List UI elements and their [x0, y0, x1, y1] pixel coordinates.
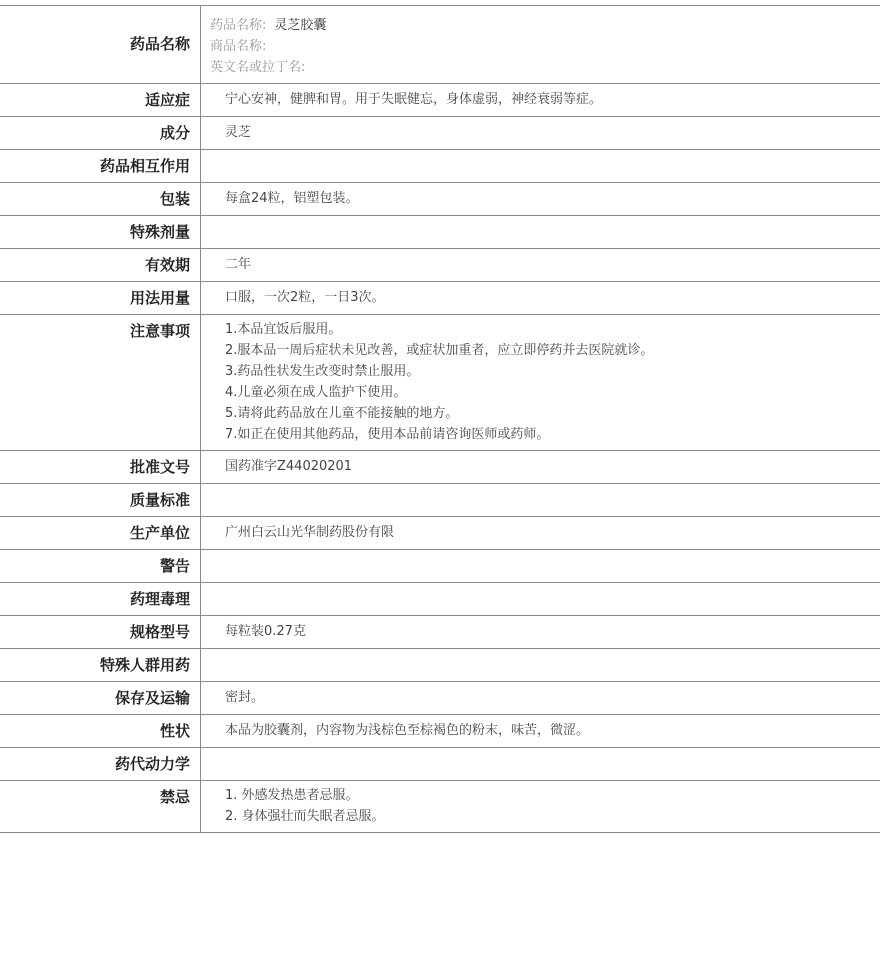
row-label: 包装: [0, 183, 201, 215]
row-value: [201, 484, 880, 516]
row-value: [201, 150, 880, 182]
list-item: 3.药品性状发生改变时禁止服用。: [225, 364, 420, 379]
spec-row-pharmacokinetics: [0, 748, 880, 781]
latin-name-key: 英文名或拉丁名:: [210, 60, 306, 75]
spec-row-warning: [0, 550, 880, 583]
row-value: 每盒24粒，铝塑包装。: [225, 191, 359, 206]
row-value: [201, 583, 880, 615]
spec-row-precautions: [0, 315, 880, 451]
spec-row-pharmacology: [0, 583, 880, 616]
row-value: 灵芝: [225, 125, 252, 140]
latin-name-line: [210, 57, 880, 78]
list-item: 4.儿童必须在成人监护下使用。: [225, 385, 407, 400]
row-value: 口服，一次2粒，一日3次。: [225, 290, 385, 305]
spec-row-ingredients: [0, 117, 880, 150]
contraindications-label: 禁忌: [0, 781, 201, 832]
drug-name-values: [201, 6, 880, 83]
spec-row-appearance: [0, 715, 880, 748]
spec-row-dosage: [0, 282, 880, 315]
row-value: 每粒装0.27克: [225, 624, 306, 639]
row-label: 特殊剂量: [0, 216, 201, 248]
list-item: 1. 外感发热患者忌服。: [225, 788, 359, 803]
row-value: 广州白云山光华制药股份有限: [225, 525, 395, 540]
list-item: 7.如正在使用其他药品，使用本品前请咨询医师或药师。: [225, 427, 550, 442]
row-value: 二年: [225, 257, 252, 272]
trade-name-line: [210, 36, 880, 57]
row-label: 有效期: [0, 249, 201, 281]
list-item: 2.服本品一周后症状未见改善，或症状加重者，应立即停药并去医院就诊。: [225, 343, 654, 358]
row-label: 批准文号: [0, 451, 201, 483]
list-item: 2. 身体强壮而失眠者忌服。: [225, 809, 385, 824]
generic-name-key: 药品名称:: [210, 18, 267, 33]
spec-row-contraindications: [0, 781, 880, 833]
list-item: 1.本品宜饭后服用。: [225, 322, 342, 337]
row-label: 规格型号: [0, 616, 201, 648]
spec-row-quality-standard: [0, 484, 880, 517]
row-value: 宁心安神，健脾和胃。用于失眠健忘，身体虚弱，神经衰弱等症。: [225, 92, 603, 107]
generic-name-line: [210, 15, 880, 36]
drug-spec-table: [0, 5, 880, 833]
row-label: 用法用量: [0, 282, 201, 314]
spec-row-packaging: [0, 183, 880, 216]
row-label: 适应症: [0, 84, 201, 116]
spec-row-shelf-life: [0, 249, 880, 282]
row-value: [201, 649, 880, 681]
contraindications-list: [201, 781, 880, 832]
drug-name-label: 药品名称: [0, 6, 201, 83]
spec-row-storage: [0, 682, 880, 715]
row-label: 警告: [0, 550, 201, 582]
row-value: 本品为胶囊剂，内容物为浅棕色至棕褐色的粉末，味苦，微涩。: [225, 723, 590, 738]
precautions-list: [201, 315, 880, 450]
row-label: 药理毒理: [0, 583, 201, 615]
spec-row-special-dosage: [0, 216, 880, 249]
row-label: 生产单位: [0, 517, 201, 549]
row-label: 保存及运输: [0, 682, 201, 714]
row-value: [201, 216, 880, 248]
spec-row-approval-number: [0, 451, 880, 484]
row-label: 成分: [0, 117, 201, 149]
row-label: 药代动力学: [0, 748, 201, 780]
trade-name-key: 商品名称:: [210, 39, 267, 54]
spec-row-special-populations: [0, 649, 880, 682]
row-label: 质量标准: [0, 484, 201, 516]
generic-name-value: 灵芝胶囊: [274, 18, 327, 33]
row-value: 密封。: [225, 690, 265, 705]
row-value: [201, 550, 880, 582]
drug-name-row: [0, 6, 880, 84]
row-value: [201, 748, 880, 780]
precautions-label: 注意事项: [0, 315, 201, 450]
row-label: 特殊人群用药: [0, 649, 201, 681]
row-label: 性状: [0, 715, 201, 747]
spec-row-interactions: [0, 150, 880, 183]
spec-row-manufacturer: [0, 517, 880, 550]
spec-row-specification: [0, 616, 880, 649]
list-item: 5.请将此药品放在儿童不能接触的地方。: [225, 406, 459, 421]
row-value: 国药准字Z44020201: [225, 459, 353, 474]
spec-row-indications: [0, 84, 880, 117]
row-label: 药品相互作用: [0, 150, 201, 182]
